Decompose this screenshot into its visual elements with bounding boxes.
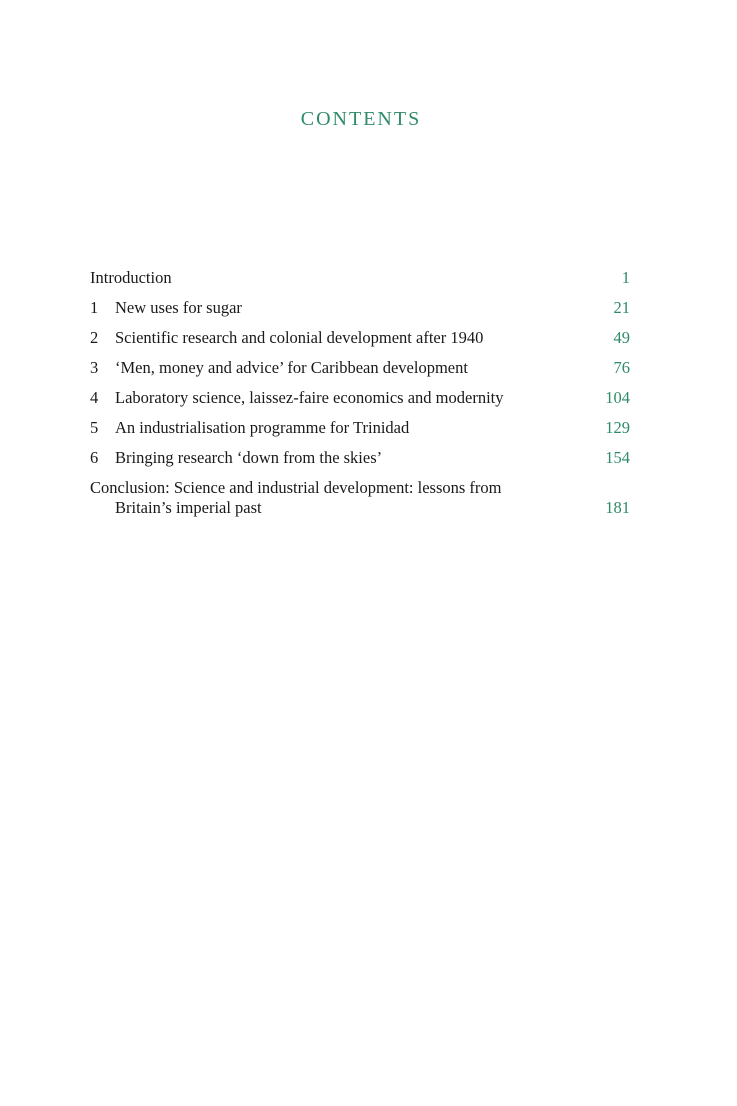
toc-entry-introduction[interactable]	[90, 268, 630, 288]
chapter-number: 2	[90, 328, 99, 347]
toc-entry-title: Introduction	[90, 268, 172, 287]
toc-entry-title: New uses for sugar	[115, 298, 242, 317]
chapter-number: 1	[90, 298, 99, 317]
toc-entry-title: Laboratory science, laissez-faire economics and modernity	[115, 388, 504, 407]
table-of-contents	[90, 268, 630, 528]
toc-entry-page: 181	[605, 498, 630, 517]
toc-entry-chapter-6[interactable]	[90, 448, 630, 468]
chapter-number: 6	[90, 448, 99, 467]
toc-entry-page: 1	[621, 268, 630, 287]
toc-entry-chapter-5[interactable]	[90, 418, 630, 438]
toc-entry-chapter-4[interactable]	[90, 388, 630, 408]
toc-entry-page: 76	[613, 358, 630, 377]
toc-entry-title: Bringing research ‘down from the skies’	[115, 448, 383, 467]
toc-entry-chapter-3[interactable]	[90, 358, 630, 378]
toc-entry-conclusion[interactable]	[90, 478, 630, 518]
toc-entry-title-line1: Conclusion: Science and industrial development: lessons from	[90, 478, 502, 497]
toc-entry-title: Scientific research and colonial development after 1940	[115, 328, 484, 347]
toc-entry-title: An industrialisation programme for Trinidad	[115, 418, 410, 437]
toc-entry-chapter-1[interactable]	[90, 298, 630, 318]
toc-entry-page: 154	[605, 448, 630, 467]
toc-entry-page: 104	[605, 388, 630, 407]
toc-entry-page: 21	[613, 298, 630, 317]
toc-entry-chapter-2[interactable]	[90, 328, 630, 348]
toc-entry-title: ‘Men, money and advice’ for Caribbean development	[115, 358, 468, 377]
toc-entry-page: 49	[613, 328, 630, 347]
toc-entry-page: 129	[605, 418, 630, 437]
chapter-number: 5	[90, 418, 99, 437]
page-title: CONTENTS	[300, 108, 422, 130]
chapter-number: 4	[90, 388, 99, 407]
chapter-number: 3	[90, 358, 99, 377]
toc-entry-title-line2: Britain’s imperial past	[115, 498, 262, 517]
